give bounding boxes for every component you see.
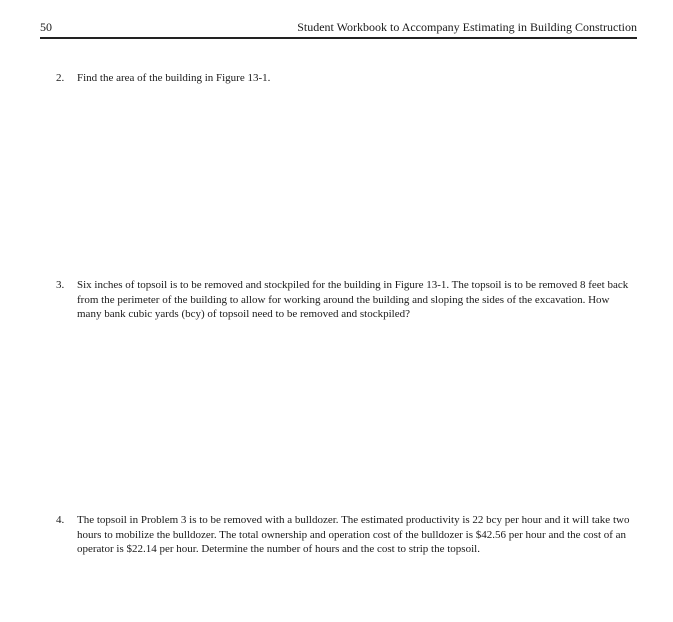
header-rule (40, 37, 637, 39)
problem-number: 4. (56, 514, 65, 526)
problem-text: The topsoil in Problem 3 is to be removed with a bulldozer. The estimated productivity is 22 bcy per hour and it will take two hours to mobilize the bulldozer. The total ownership and operation cost of the bulldozer is $42.56 per hour and the cost of an operator is $22.14 per hour. Determine the number of hours and the cost to strip the topsoil. (77, 514, 630, 555)
problem-text: Find the area of the building in Figure 13-1. (77, 72, 271, 84)
problem-2 (56, 71, 636, 86)
problem-number: 3. (56, 279, 65, 291)
page-header (40, 20, 637, 38)
problem-3 (56, 278, 636, 322)
problem-text: Six inches of topsoil is to be removed and stockpiled for the building in Figure 13-1. The topsoil is to be removed 8 feet back from the perimeter of the building to allow for working around the building and sloping the sides of the excavation. How many bank cubic yards (bcy) of topsoil need to be removed and stockpiled? (77, 279, 629, 320)
problem-4 (56, 513, 636, 557)
running-title: Student Workbook to Accompany Estimating in Building Construction (297, 20, 637, 34)
problem-number: 2. (56, 72, 65, 84)
page-number: 50 (40, 20, 52, 34)
